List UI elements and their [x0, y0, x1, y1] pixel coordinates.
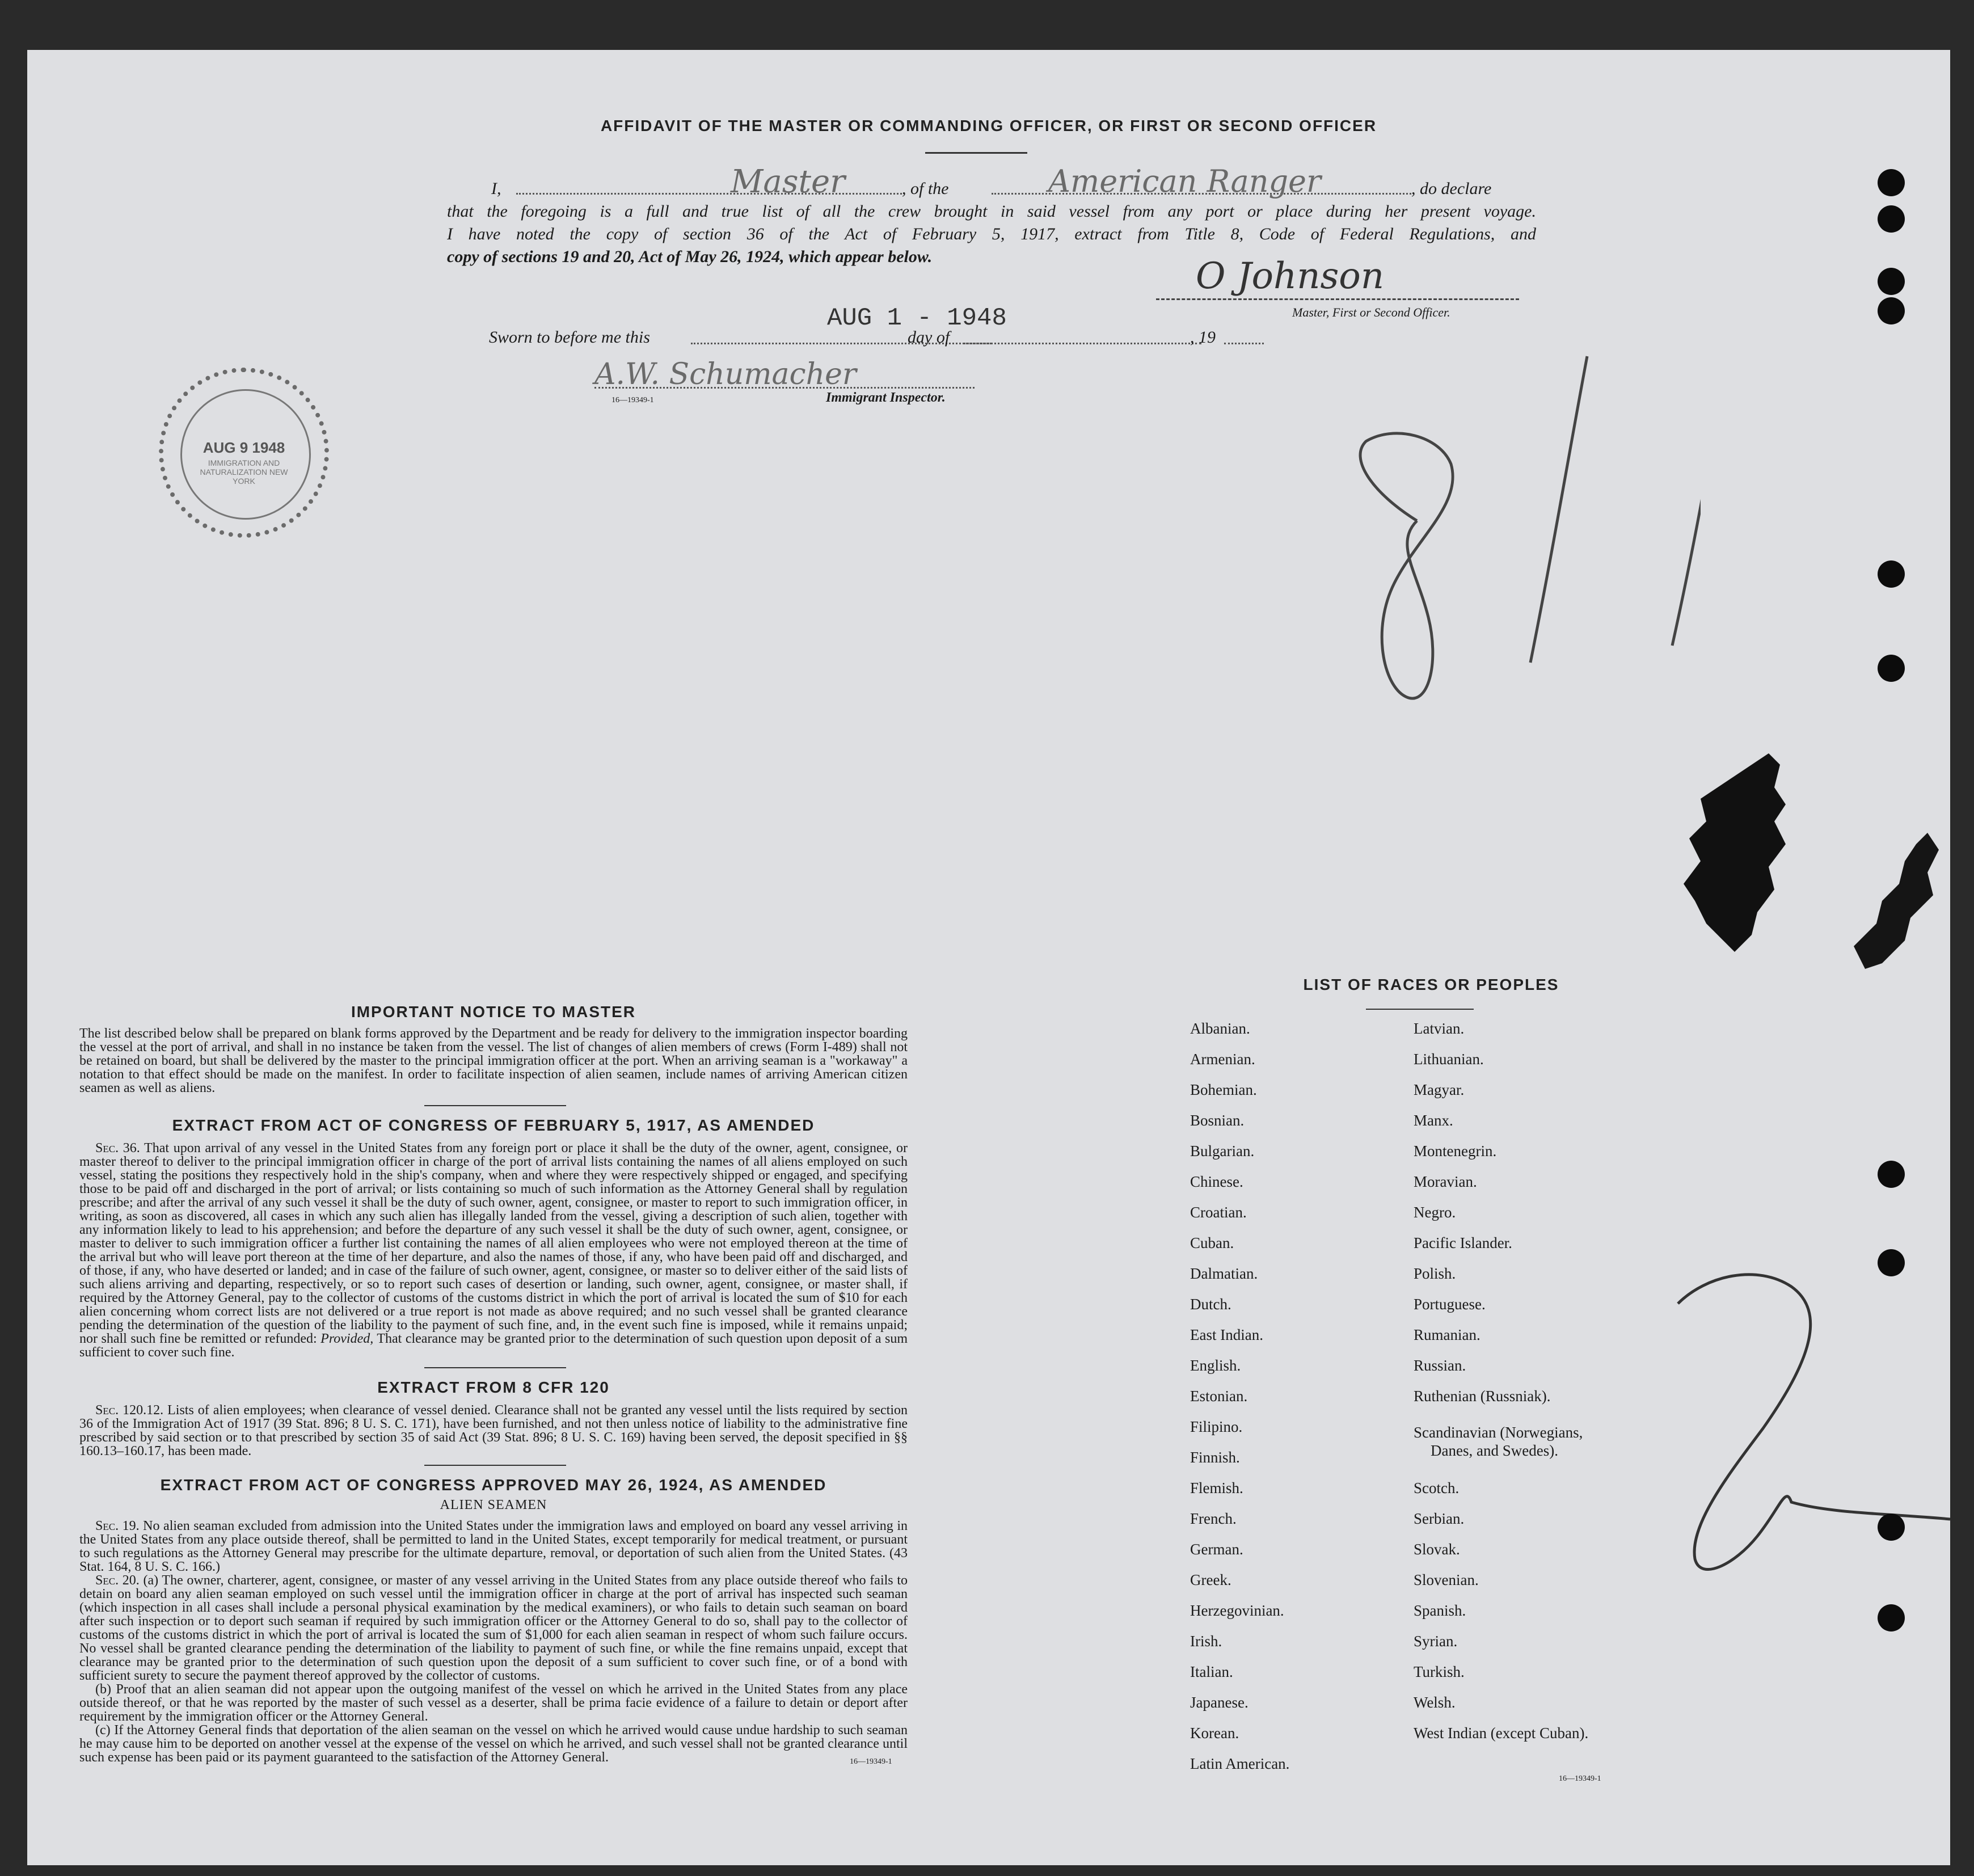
sworn-day-of: day of	[908, 328, 950, 347]
form-number-top: 16—19349-1	[611, 396, 654, 404]
binding-hole	[1878, 1514, 1905, 1541]
handwritten-slash	[1530, 356, 1587, 663]
race-item: Montenegrin.	[1414, 1143, 1497, 1160]
race-item: Polish.	[1414, 1265, 1456, 1282]
races-right-column	[1414, 1020, 1588, 1755]
extract-1917-title: EXTRACT FROM ACT OF CONGRESS OF FEBRUARY 5, 1917, AS AMENDED	[172, 1116, 815, 1134]
title-rule	[925, 152, 1027, 154]
race-item: Magyar.	[1414, 1081, 1465, 1098]
affidavit-i: I,	[491, 179, 501, 198]
sec36-label: Sec. 36.	[95, 1141, 140, 1156]
affidavit-of-the: , of the	[902, 179, 949, 198]
section-rule	[424, 1465, 566, 1466]
stamp-text: IMMIGRATION AND NATURALIZATION NEW YORK	[200, 458, 288, 486]
race-item: Russian.	[1414, 1357, 1466, 1374]
race-item: Armenian.	[1190, 1051, 1255, 1068]
races-left-column	[1190, 1020, 1289, 1786]
race-item: Manx.	[1414, 1112, 1453, 1129]
inspector-signature: A.W. Schumacher	[594, 357, 857, 391]
race-item: French.	[1190, 1510, 1237, 1527]
sec19-label: Sec. 19.	[95, 1519, 140, 1533]
race-item: Greek.	[1190, 1571, 1231, 1588]
handwritten-vessel: American Ranger	[1048, 163, 1321, 199]
race-item: Herzegovinian.	[1190, 1602, 1284, 1619]
race-item: Estonian.	[1190, 1388, 1248, 1405]
section-rule	[424, 1105, 566, 1106]
extract-1924-body	[79, 1519, 908, 1764]
inspector-line	[594, 387, 975, 389]
race-item: Irish.	[1190, 1633, 1222, 1650]
sec20-label: Sec. 20.	[95, 1573, 140, 1588]
section-rule	[424, 1367, 566, 1368]
extract-cfr-body	[79, 1403, 908, 1458]
handwritten-numerals	[1304, 277, 1701, 731]
sec20b-paragraph: (b) Proof that an alien seaman did not appear upon the outgoing manifest of the vessel on which he arrived in the United States from any place outside thereof, or that he was reported by the master of such vessel as a deserter, shall be prima facie evidence of a failure to detain or deport after requirement by the immigration officer or the Attorney General.	[79, 1682, 908, 1724]
sec36-proviso-label: Provided,	[320, 1331, 374, 1346]
race-item: Scotch.	[1414, 1479, 1460, 1496]
binding-hole	[1878, 1161, 1905, 1188]
sworn-month-blank	[963, 343, 1201, 344]
race-item: Turkish.	[1414, 1663, 1465, 1680]
race-item: Dalmatian.	[1190, 1265, 1258, 1282]
sworn-prefix: Sworn to before me this	[489, 328, 650, 347]
race-item: Filipino.	[1190, 1418, 1243, 1435]
master-signature: O Johnson	[1196, 255, 1385, 297]
race-item: Moravian.	[1414, 1173, 1477, 1190]
alien-seamen-subtitle: ALIEN SEAMEN	[440, 1498, 547, 1512]
race-item: Dutch.	[1190, 1296, 1231, 1313]
extract-cfr-title: EXTRACT FROM 8 CFR 120	[377, 1378, 610, 1396]
form-number-bottom-left: 16—19349-1	[850, 1757, 892, 1766]
race-item: Scandinavian (Norwegians,	[1414, 1424, 1583, 1441]
race-item: Pacific Islander.	[1414, 1234, 1512, 1251]
extract-1924-title: EXTRACT FROM ACT OF CONGRESS APPROVED MAY 26, 1924, AS AMENDED	[160, 1476, 827, 1494]
race-item: Bohemian.	[1190, 1081, 1257, 1098]
extract-1917-body	[79, 1141, 908, 1359]
date-stamp: AUG 1 - 1948	[827, 304, 1007, 332]
race-item: Spanish.	[1414, 1602, 1466, 1619]
race-item: Serbian.	[1414, 1510, 1465, 1527]
race-item: Syrian.	[1414, 1633, 1458, 1650]
race-item: Danes, and Swedes).	[1431, 1442, 1558, 1459]
sec120-label: Sec. 120.12.	[95, 1403, 164, 1418]
race-item: West Indian (except Cuban).	[1414, 1725, 1589, 1742]
race-item: East Indian.	[1190, 1326, 1263, 1343]
race-item: Chinese.	[1190, 1173, 1243, 1190]
affidavit-line-2: that the foregoing is a full and true list of all the crew brought in said vessel from any port or place during her present voyage.	[447, 202, 1536, 221]
sworn-year: , 19	[1190, 328, 1216, 347]
race-item: Slovenian.	[1414, 1571, 1479, 1588]
race-item: Slovak.	[1414, 1541, 1460, 1558]
race-item: Cuban.	[1190, 1234, 1234, 1251]
race-item: English.	[1190, 1357, 1241, 1374]
race-item: Bulgarian.	[1190, 1143, 1255, 1160]
affidavit-line-3: I have noted the copy of section 36 of the Act of February 5, 1917, extract from Title 8, Code of Federal Regulations, and	[447, 225, 1536, 243]
race-item: Bosnian.	[1190, 1112, 1245, 1129]
binding-hole	[1878, 1604, 1905, 1632]
sec19-text: No alien seaman excluded from admission into the United States under the immigration laws and employed on board any vessel arriving in the United States from any place outside thereof, shall be permitted to land in the United States, except temporarily for medical treatment, or pursuant to such regulations as the Attorney General may prescribe for the ultimate departure, removal, or deportation of such alien from the United States. (43 Stat. 164, 8 U. S. C. 166.)	[79, 1519, 908, 1574]
race-item: Latvian.	[1414, 1020, 1465, 1037]
races-rule	[1366, 1009, 1474, 1010]
signature-caption: Master, First or Second Officer.	[1292, 305, 1450, 319]
wax-seal	[1672, 753, 1831, 958]
binding-hole	[1878, 205, 1905, 233]
notice-body: The list described below shall be prepared on blank forms approved by the Department and be ready for delivery to the immigration inspector boarding the vessel at the port of arrival, and shall in no instance be taken from the vessel. The list of changes of alien members of crews (Form I-489) shall not be retained on board, but shall be delivered by the master to the principal immigration officer at the port. When an arriving seaman is a "workaway" a notation to that effect should be made on the manifest. In order to facilitate inspection of alien seamen, include names of arriving American citizen seamen as well as aliens.	[79, 1026, 908, 1095]
race-item: Latin American.	[1190, 1755, 1290, 1772]
race-item: Negro.	[1414, 1204, 1456, 1221]
sec20c-paragraph: (c) If the Attorney General finds that deportation of the alien seaman on the vessel on which he arrived would cause undue hardship to such seaman he may cause him to be deported on another vessel at the expense of the vessel on which he arrived, and such vessel shall not be granted clearance until such expense has been paid or its payment guaranteed to the satisfaction of the Attorney General.	[79, 1723, 908, 1765]
sec36-proviso: That clearance may be granted prior to the determination of such question upon deposit of a sum sufficient to cover such fine.	[79, 1331, 908, 1360]
binding-hole	[1878, 560, 1905, 588]
race-item: Japanese.	[1190, 1694, 1248, 1711]
race-item: Flemish.	[1190, 1479, 1243, 1496]
race-item: Albanian.	[1190, 1020, 1250, 1037]
races-title: LIST OF RACES OR PEOPLES	[1303, 976, 1559, 993]
handwritten-eight	[1360, 433, 1453, 698]
sec20a-text: (a) The owner, charterer, agent, consignee, or master of any vessel arriving in the United States from any place outside thereof who fails to detain on board any alien seaman employed on such vessel until the immigration officer in charge at the port of arrival has inspected such seaman (which inspection in all cases shall include a personal physical examination by the medical examiners), or who fails to detain such seaman on board after such inspection or to deport such seaman if required by such immigration officer or the Attorney General to do so, shall pay to the collector of customs of the customs district in which the port of arrival is located the sum of $1,000 for each alien seaman in respect of whom such failure occurs. No vessel shall be granted clearance pending the determination of the liability to payment of such fine, or while the fine remains unpaid, except that clearance may be granted prior to the determination of such question upon the deposit of a sum sufficient to cover such fine, or of a bond with sufficient surety to secure the payment thereof approved by the collector of customs.	[79, 1573, 908, 1683]
sec20a-paragraph	[79, 1574, 908, 1683]
immigration-stamp	[159, 368, 329, 538]
binding-hole	[1878, 268, 1905, 295]
race-item: Welsh.	[1414, 1694, 1456, 1711]
race-item: Italian.	[1190, 1663, 1233, 1680]
notice-title: IMPORTANT NOTICE TO MASTER	[351, 1003, 636, 1021]
document-page	[27, 50, 1950, 1865]
race-item: Finnish.	[1190, 1449, 1240, 1466]
sworn-year-blank	[1224, 343, 1264, 344]
sec120-text: Lists of alien employees; when clearance of vessel denied. Clearance shall not be granted any vessel until the lists required by section 36 of the Immigration Act of 1917 (39 Stat. 896; 8 U. S. C. 171), have been furnished, and not then unless notice of liability to the administrative fine prescribed by said section or to that prescribed by section 35 of said Act (39 Stat. 896; 8 U. S. C. 169) having been served, the deposit specified in §§ 160.13–160.17, has been made.	[79, 1403, 908, 1458]
race-item: Rumanian.	[1414, 1326, 1480, 1343]
form-number-bottom-right: 16—19349-1	[1559, 1774, 1601, 1783]
inspector-caption: Immigrant Inspector.	[826, 390, 946, 405]
handwritten-rank: Master	[731, 163, 845, 200]
race-item: Ruthenian (Russniak).	[1414, 1388, 1551, 1405]
sec36-text: That upon arrival of any vessel in the United States from any foreign port or place it shall be the duty of the owner, agent, consignee, or master thereof to deliver to the principal immigration officer in charge of the port of arrival lists containing the names of all aliens employed on such vessel, stating the positions they respectively hold in the ship's company, when and where they were respectively shipped or engaged, and specifying those to be paid off and discharged in the port of arrival; or lists containing so much of such information as the Attorney General shall by regulation prescribe; and after the arrival of any such vessel it shall be the duty of such owner, agent, consignee, or master to report to such immigration officer, in writing, as soon as discovered, all cases in which any such alien has illegally landed from the vessel, giving a description of such alien, together with any information likely to lead to his apprehension; and before the departure of any such vessel it shall be the duty of such owner, agent, consignee, or master to deliver to such immigration officer a further list containing the names of all alien employees who were not employed thereon at the time of the arrival but who will leave port thereon at the time of her departure, and also the names of those, if any, who have been paid off and discharged, and of those, if any, who have deserted or landed; and in case of the failure of such owner, agent, consignee, or master so to deliver either of the said lists of such aliens arriving and departing, respectively, or so to report such cases of desertion or landing, such owner, agent, consignee, or master shall, if required by the Attorney General, pay to the collector of customs of the customs district in which the port of arrival is located the sum of $10 for each alien concerning whom correct lists are not delivered or a true report is not made as above required; and no such vessel shall be granted clearance pending the determination of the question of the liability to the payment of such fine, and, in the event such fine is imposed, while it remains unpaid; nor shall such fine be remitted or refunded:	[79, 1141, 908, 1346]
binding-hole	[1878, 169, 1905, 196]
race-item: Portuguese.	[1414, 1296, 1486, 1313]
stamp-date: AUG 9 1948	[203, 439, 285, 456]
binding-hole	[1878, 655, 1905, 682]
handwritten-one	[1672, 345, 1701, 646]
affidavit-title: AFFIDAVIT OF THE MASTER OR COMMANDING OFFICER, OR FIRST OR SECOND OFFICER	[600, 117, 1377, 134]
sec19-paragraph	[79, 1519, 908, 1574]
race-item: Lithuanian.	[1414, 1051, 1484, 1068]
binding-hole	[1878, 1249, 1905, 1276]
binding-hole	[1878, 297, 1905, 324]
affidavit-line-4: copy of sections 19 and 20, Act of May 26, 1924, which appear below.	[447, 247, 933, 266]
race-item: Korean.	[1190, 1725, 1239, 1742]
race-item: Croatian.	[1190, 1204, 1247, 1221]
race-item: German.	[1190, 1541, 1243, 1558]
affidavit-do-declare: , do declare	[1411, 179, 1492, 198]
wax-seal-small	[1842, 827, 1945, 975]
